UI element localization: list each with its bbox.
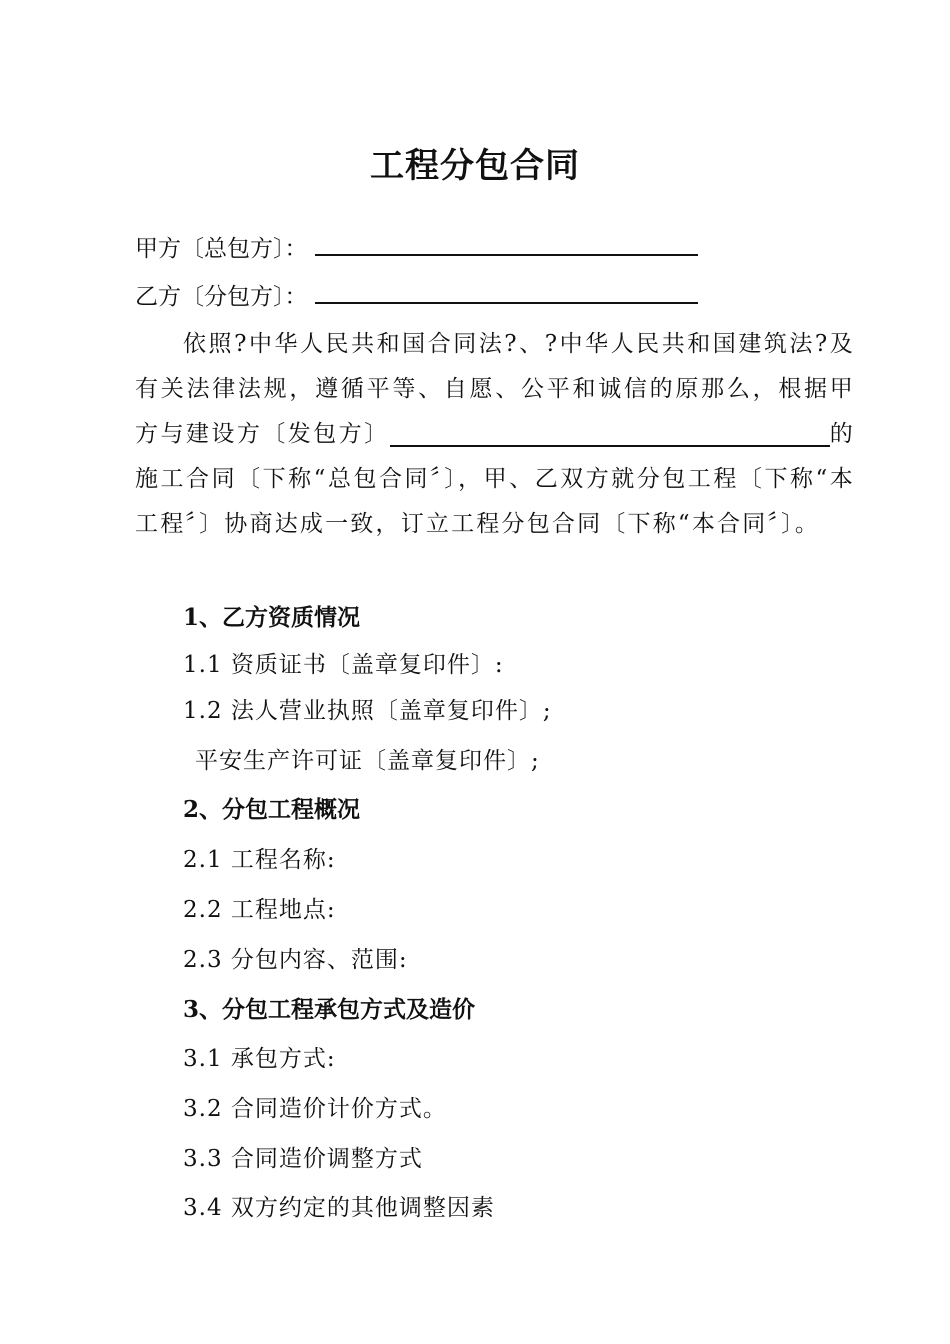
section-item: 2.2 工程地点: [183,897,336,923]
section-item: 1.2 法人营业执照〔盖章复印件〕; [183,698,552,724]
party-a-blank [315,232,698,256]
section-heading: 1、乙方资质情况 [183,604,361,631]
issuer-blank [390,421,830,447]
party-b-blank [315,280,698,304]
section-item: 平安生产许可证〔盖章复印件〕; [195,748,540,774]
section-item: 3.1 承包方式: [183,1046,336,1072]
section-item: 3.4 双方约定的其他调整因素 [183,1195,495,1221]
section-item: 3.3 合同造价调整方式 [183,1146,423,1172]
section-heading: 2、分包工程概况 [183,796,361,823]
intro-paragraph [135,322,855,547]
section-item: 2.1 工程名称: [183,847,336,873]
party-b-line [135,280,698,312]
intro-text-part2: 的施工合同〔下称“总包合同〞〕，甲、乙双方就分包工程〔下称“本工程〞〕协商达成一致，订立工程分包合同〔下称“本合同〞〕。 [135,421,856,537]
section-item: 2.3 分包内容、范围: [183,947,408,973]
section-heading: 3、分包工程承包方式及造价 [183,996,476,1023]
intro-text-part1: 依照?中华人民共和国合同法?、?中华人民共和国建筑法?及有关法律法规，遵循平等、自愿、公平和诚信的原那么，根据甲方与建设方〔发包方〕 [135,331,855,447]
document-title: 工程分包合同 [370,146,580,186]
party-b-label: 乙方〔分包方〕： [135,284,308,310]
party-a-label: 甲方〔总包方〕： [135,236,308,262]
party-a-line [135,232,698,264]
section-item: 1.1 资质证书〔盖章复印件〕: [183,652,504,678]
section-item: 3.2 合同造价计价方式。 [183,1096,447,1122]
